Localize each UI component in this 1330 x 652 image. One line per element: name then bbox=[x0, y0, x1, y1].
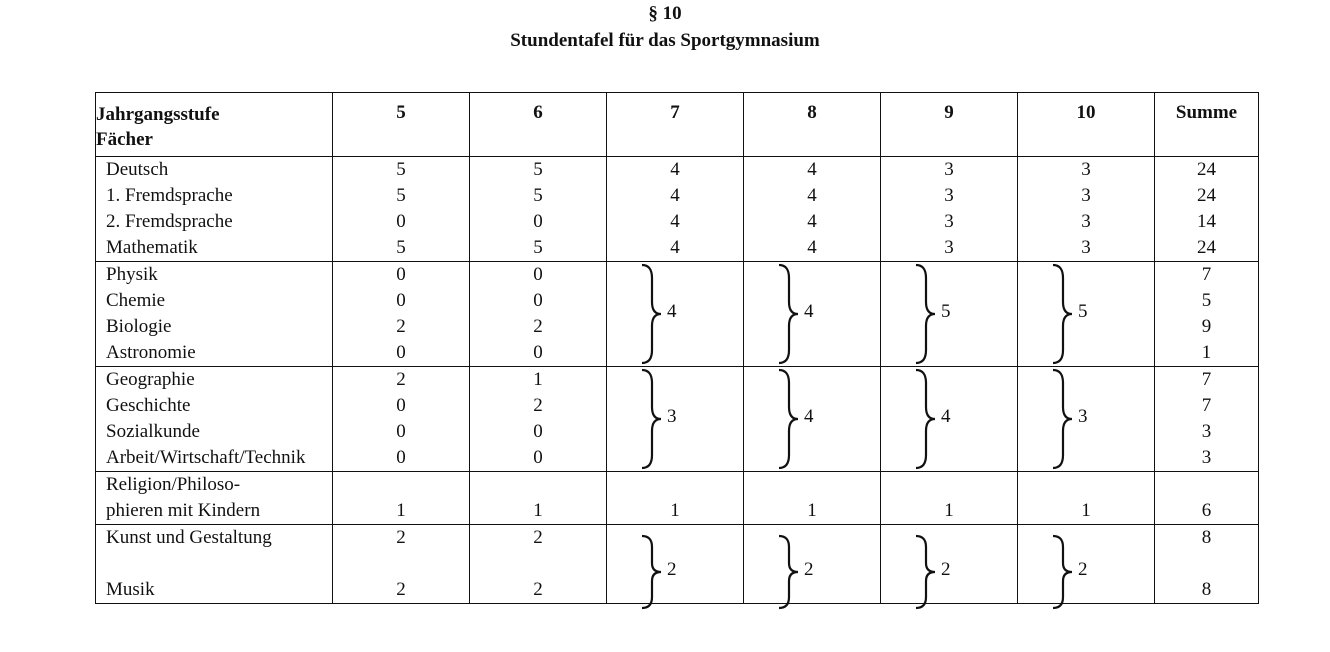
hours-value: 5 bbox=[533, 159, 543, 180]
group-religion bbox=[96, 472, 1259, 525]
hours-value: 4 bbox=[670, 237, 680, 258]
hours-value: 0 bbox=[396, 447, 406, 468]
combined-hours-value: 5 bbox=[1078, 301, 1088, 322]
subject-label: phieren mit Kindern bbox=[106, 500, 261, 521]
sum-cell bbox=[1155, 262, 1259, 367]
right-brace-icon bbox=[913, 262, 937, 366]
hours-value: 1 bbox=[807, 500, 817, 521]
sum-cell bbox=[1155, 472, 1259, 525]
hours-value: 4 bbox=[807, 211, 817, 232]
hours-value: 3 bbox=[1081, 211, 1091, 232]
header-sum: Summe bbox=[1155, 93, 1259, 157]
grade-5-cell bbox=[333, 367, 470, 472]
header-label-subjects: Fächer bbox=[96, 129, 153, 150]
hours-value: 4 bbox=[807, 185, 817, 206]
table-title: Stundentafel für das Sportgymnasium bbox=[510, 30, 820, 51]
subject-cell bbox=[96, 472, 333, 525]
right-brace-icon bbox=[776, 533, 800, 611]
grade-5-cell bbox=[333, 525, 470, 604]
subject-label: Astronomie bbox=[106, 342, 196, 363]
hours-value: 3 bbox=[944, 185, 954, 206]
subject-label: Chemie bbox=[106, 290, 166, 311]
hours-value: 1 bbox=[533, 369, 543, 390]
grade-9-cell bbox=[881, 262, 1018, 367]
header-grade-7: 7 bbox=[607, 93, 744, 157]
header-grade-9: 9 bbox=[881, 93, 1018, 157]
combined-hours-value: 4 bbox=[941, 406, 951, 427]
sum-value: 1 bbox=[1201, 342, 1212, 363]
sum-value: 8 bbox=[1201, 579, 1212, 600]
header-grade-5: 5 bbox=[333, 93, 470, 157]
hours-value: 0 bbox=[533, 421, 543, 442]
sum-value: 14 bbox=[1197, 211, 1216, 232]
grade-8-cell bbox=[744, 262, 881, 367]
hours-value: 5 bbox=[396, 237, 406, 258]
hours-value: 0 bbox=[396, 264, 406, 285]
hours-value: 2 bbox=[533, 395, 543, 416]
subject-label: Mathematik bbox=[106, 237, 198, 258]
grade-5-cell bbox=[333, 157, 470, 262]
grade-9-cell bbox=[881, 525, 1018, 604]
right-brace-icon bbox=[639, 533, 663, 611]
grade-8-cell bbox=[744, 472, 881, 525]
hours-value: 3 bbox=[1081, 159, 1091, 180]
header-row bbox=[96, 93, 1259, 157]
combined-hours-value: 5 bbox=[941, 301, 951, 322]
hours-value: 2 bbox=[396, 369, 406, 390]
hours-value: 2 bbox=[533, 527, 543, 548]
hours-value: 4 bbox=[807, 237, 817, 258]
subject-label: 2. Fremdsprache bbox=[106, 211, 233, 232]
subject-label: Musik bbox=[106, 579, 155, 600]
combined-hours-value: 3 bbox=[1078, 406, 1088, 427]
subject-label: Sozialkunde bbox=[106, 421, 200, 442]
grade-6-cell bbox=[470, 157, 607, 262]
subject-label: Physik bbox=[106, 264, 158, 285]
subject-label: Arbeit/Wirtschaft/Technik bbox=[106, 447, 306, 468]
hours-value: 4 bbox=[670, 185, 680, 206]
combined-hours-value: 4 bbox=[804, 301, 814, 322]
hours-value: 0 bbox=[533, 342, 543, 363]
hours-value: 3 bbox=[1081, 185, 1091, 206]
grade-7-cell bbox=[607, 367, 744, 472]
hours-value: 3 bbox=[944, 159, 954, 180]
subject-label: Geographie bbox=[106, 369, 195, 390]
hours-value: 0 bbox=[533, 264, 543, 285]
combined-hours-value: 4 bbox=[667, 301, 677, 322]
right-brace-icon bbox=[776, 262, 800, 366]
grade-10-cell bbox=[1018, 262, 1155, 367]
combined-hours-value: 2 bbox=[667, 559, 677, 580]
sum-value: 3 bbox=[1201, 447, 1212, 468]
hours-value: 1 bbox=[1081, 500, 1091, 521]
right-brace-icon bbox=[639, 262, 663, 366]
hours-value: 0 bbox=[396, 421, 406, 442]
combined-hours-value: 3 bbox=[667, 406, 677, 427]
hours-value: 5 bbox=[533, 185, 543, 206]
hours-value: 4 bbox=[670, 159, 680, 180]
subject-cell bbox=[96, 367, 333, 472]
grade-7-cell bbox=[607, 157, 744, 262]
hours-value: 2 bbox=[396, 316, 406, 337]
sum-value: 24 bbox=[1197, 185, 1216, 206]
hours-value: 2 bbox=[533, 316, 543, 337]
hours-value: 2 bbox=[396, 527, 406, 548]
grade-10-cell bbox=[1018, 472, 1155, 525]
sum-value: 24 bbox=[1197, 237, 1216, 258]
hours-value: 3 bbox=[944, 211, 954, 232]
group-sciences bbox=[96, 262, 1259, 367]
sum-value: 5 bbox=[1201, 290, 1212, 311]
subject-label: Religion/Philoso- bbox=[106, 474, 241, 495]
hours-value: 2 bbox=[533, 579, 543, 600]
group-arts bbox=[96, 525, 1259, 604]
subject-label: Deutsch bbox=[106, 159, 169, 180]
right-brace-icon bbox=[913, 533, 937, 611]
hours-value: 1 bbox=[944, 500, 954, 521]
sum-value: 7 bbox=[1201, 395, 1212, 416]
group-languages-math bbox=[96, 157, 1259, 262]
hours-value: 5 bbox=[533, 237, 543, 258]
hours-value: 1 bbox=[396, 500, 406, 521]
timetable bbox=[95, 92, 1259, 604]
subject-label: Geschichte bbox=[106, 395, 191, 416]
subject-label: Kunst und Gestaltung bbox=[106, 527, 272, 548]
hours-value: 0 bbox=[396, 290, 406, 311]
grade-9-cell bbox=[881, 472, 1018, 525]
grade-10-cell bbox=[1018, 367, 1155, 472]
right-brace-icon bbox=[639, 367, 663, 471]
hours-value: 0 bbox=[533, 290, 543, 311]
header-grade-10: 10 bbox=[1018, 93, 1155, 157]
subject-label: 1. Fremdsprache bbox=[106, 185, 233, 206]
group-social-studies bbox=[96, 367, 1259, 472]
sum-cell bbox=[1155, 157, 1259, 262]
hours-value: 1 bbox=[533, 500, 543, 521]
section-number: § 10 bbox=[648, 3, 682, 24]
hours-value: 5 bbox=[396, 159, 406, 180]
subject-cell bbox=[96, 525, 333, 604]
right-brace-icon bbox=[1050, 533, 1074, 611]
sum-value: 24 bbox=[1197, 159, 1216, 180]
grade-9-cell bbox=[881, 157, 1018, 262]
hours-value: 0 bbox=[533, 211, 543, 232]
grade-8-cell bbox=[744, 157, 881, 262]
subject-cell bbox=[96, 262, 333, 367]
sum-value: 3 bbox=[1201, 421, 1212, 442]
right-brace-icon bbox=[776, 367, 800, 471]
combined-hours-value: 2 bbox=[941, 559, 951, 580]
header-label-grade: Jahrgangsstufe bbox=[96, 104, 220, 125]
grade-7-cell bbox=[607, 262, 744, 367]
grade-6-cell bbox=[470, 472, 607, 525]
subject-label: Biologie bbox=[106, 316, 172, 337]
hours-value: 0 bbox=[396, 211, 406, 232]
grade-10-cell bbox=[1018, 157, 1155, 262]
header-grade-8: 8 bbox=[744, 93, 881, 157]
hours-value: 1 bbox=[670, 500, 680, 521]
hours-value: 0 bbox=[396, 342, 406, 363]
hours-value: 3 bbox=[944, 237, 954, 258]
grade-7-cell bbox=[607, 525, 744, 604]
right-brace-icon bbox=[1050, 367, 1074, 471]
grade-8-cell bbox=[744, 367, 881, 472]
header-grade-6: 6 bbox=[470, 93, 607, 157]
hours-value: 4 bbox=[670, 211, 680, 232]
grade-7-cell bbox=[607, 472, 744, 525]
hours-value: 2 bbox=[396, 579, 406, 600]
grade-6-cell bbox=[470, 262, 607, 367]
hours-value: 0 bbox=[533, 447, 543, 468]
sum-value: 7 bbox=[1201, 264, 1212, 285]
right-brace-icon bbox=[1050, 262, 1074, 366]
combined-hours-value: 2 bbox=[1078, 559, 1088, 580]
grade-8-cell bbox=[744, 525, 881, 604]
sum-cell bbox=[1155, 525, 1259, 604]
hours-value: 3 bbox=[1081, 237, 1091, 258]
combined-hours-value: 4 bbox=[804, 406, 814, 427]
sum-value: 9 bbox=[1201, 316, 1212, 337]
grade-6-cell bbox=[470, 367, 607, 472]
hours-value: 0 bbox=[396, 395, 406, 416]
grade-10-cell bbox=[1018, 525, 1155, 604]
right-brace-icon bbox=[913, 367, 937, 471]
header-label-cell bbox=[96, 93, 333, 157]
sum-value: 7 bbox=[1201, 369, 1212, 390]
sum-cell bbox=[1155, 367, 1259, 472]
grade-5-cell bbox=[333, 472, 470, 525]
subject-cell bbox=[96, 157, 333, 262]
hours-value: 4 bbox=[807, 159, 817, 180]
combined-hours-value: 2 bbox=[804, 559, 814, 580]
grade-5-cell bbox=[333, 262, 470, 367]
grade-6-cell bbox=[470, 525, 607, 604]
sum-value: 6 bbox=[1201, 500, 1212, 521]
grade-9-cell bbox=[881, 367, 1018, 472]
hours-value: 5 bbox=[396, 185, 406, 206]
sum-value: 8 bbox=[1201, 527, 1212, 548]
